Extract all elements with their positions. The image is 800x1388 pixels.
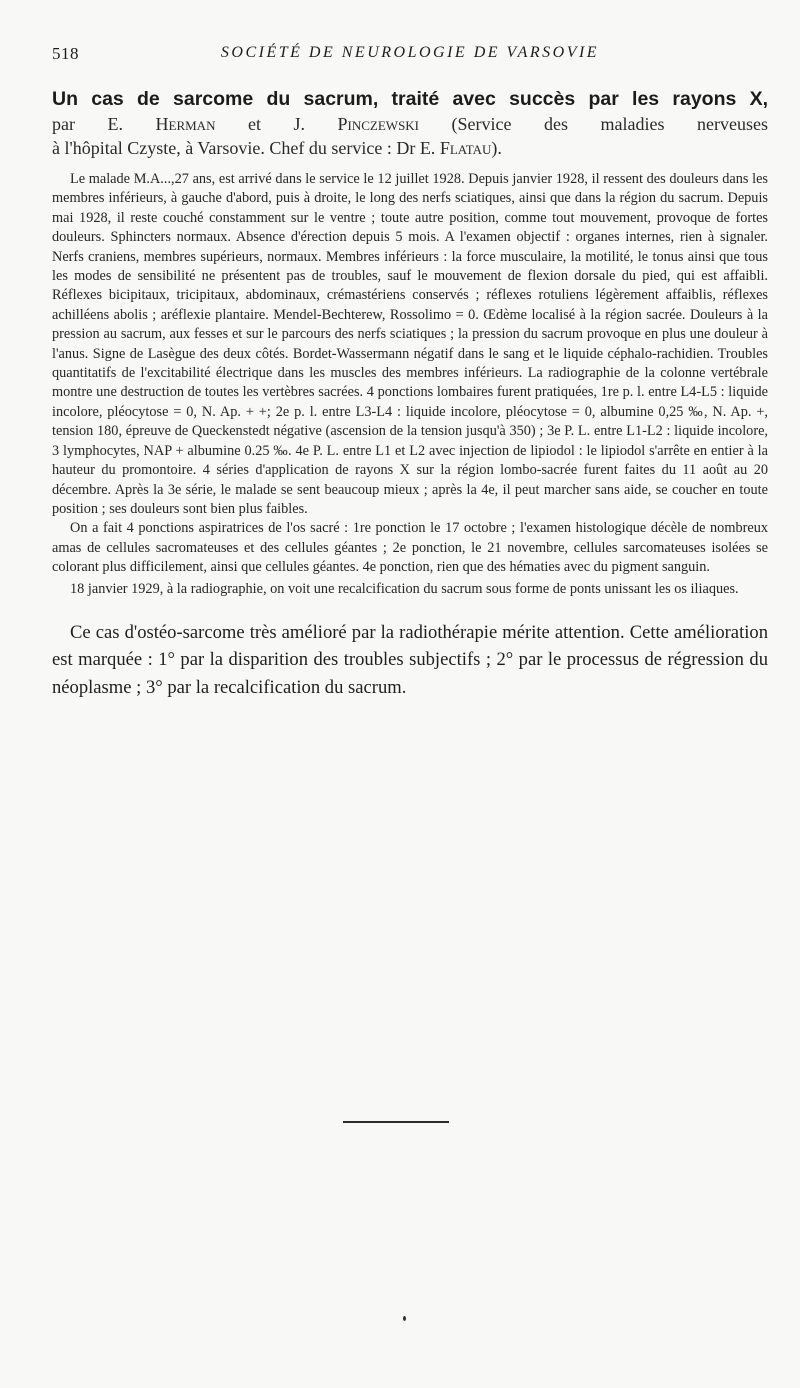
byline-close: ). [491, 138, 502, 158]
article [52, 86, 768, 720]
chief-flatau: Flatau [439, 138, 492, 158]
case-report-body [52, 170, 768, 599]
author-herman: Herman [155, 114, 216, 134]
paragraph-punctions: On a fait 4 ponctions aspiratrices de l'os sacré : 1re ponction le 17 octobre ; l'examen histologique décèle de nombreux amas de cellules sacromateuses et des cellules géantes ; 2e ponction, le 21 novembre, cellules sarcomateuses isolées se colorant plus difficilement, ainsi que cellules géantes. 4e ponction, rien que des hématies avec du pigment sanguin. [52, 520, 768, 576]
article-title: Un cas de sarcome du sacrum, traité avec succès par les rayons X, [52, 88, 768, 110]
byline-and: et J. [215, 114, 338, 134]
byline-service: (Service des maladies nerveuses [419, 114, 768, 134]
byline-prefix: par E. [52, 114, 156, 134]
page-number: 518 [52, 44, 79, 63]
print-speck [403, 1316, 406, 1321]
byline-line-1 [52, 112, 768, 136]
paragraph-conclusion: Ce cas d'ostéo-sarcome très amélioré par la radiothérapie mérite attention. Cette amélioration est marquée : 1° par la disparition des troubles subjectifs ; 2° par le processus de régression du néoplasme ; 3° par la recalcification du sacrum. [52, 621, 768, 698]
paragraph-clinical-history: Le malade M.A...,27 ans, est arrivé dans le service le 12 juillet 1928. Depuis janvier 1928, il ressent des douleurs dans les membres inférieurs, à gauche d'abord, puis à droite, le long des nerfs sciatiques, ainsi que dans la région du sacrum. Depuis mai 1928, il reste couché constamment sur le ventre ; toute autre position, comme tout mouvement, provoque de fortes douleurs. Sphincters normaux. Absence d'érection depuis 5 mois. A l'examen objectif : organes internes, rien à signaler. Nerfs craniens, membres supérieurs, normaux. Membres inférieurs : la force musculaire, la motilité, le tonus ainsi que tous les modes de sensibilité ne présentent pas de troubles, sauf le mouvement de flexion dorsale du pied, qui est affaibli. Réflexes bicipitaux, tricipitaux, abdominaux, crémastériens conservés ; réflexes rotuliens légèrement affaiblis, réflexes achilléens abolis ; aréflexie plantaire. Mendel-Bechterew, Rossolimo = 0. Œdème localisé à la région sacrée. Douleurs à la pression au sacrum, aux fesses et sur le parcours des nerfs sciatiques ; la pression du sacrum provoque en plus une douleur à l'anus. Signe de Lasègue des deux côtés. Bordet-Wassermann négatif dans le sang et le liquide céphalo-rachidien. Troubles quantitatifs de l'excitabilité électrique dans les muscles des membres inférieurs. La radiographie de la colonne vertébrale montre une destruction de toutes les vertèbres sacrées. 4 ponctions lombaires furent pratiquées, 1re p. l. entre L4-L5 : liquide incolore, pléocytose = 0, N. Ap. + +; 2e p. l. entre L3-L4 : liquide incolore, pléocytose = 0, albumine 0,25 ‰, N. Ap. +, tension 180, épreuve de Queckenstedt négative (ascension de la tension jusqu'à 350) ; 3e P. L. entre L1-L2 : liquide incolore, 3 lymphocytes, NAP + albumine 0.25 ‰. 4e P. L. entre L1 et L2 avec injection de lipiodol : le lipiodol s'arrête en entier à la hauteur du promontoire. 4 séries d'application de rayons X sur la région lombo-sacrée furent faites du 11 août au 20 décembre. Après la 3e série, le malade se sent beaucoup mieux ; après la 4e, il peut marcher sans aide, se coucher en toute position ; ses douleurs sont bien plus faibles. [52, 171, 768, 517]
running-head [52, 44, 768, 68]
paragraph-radiography: 18 janvier 1929, à la radiographie, on voit une recalcification du sacrum sous forme de ponts unissant les os iliaques. [70, 580, 739, 597]
byline-hospital: à l'hôpital Czyste, à Varsovie. Chef du service : Dr E. [52, 138, 440, 158]
author-pinczewski: Pinczewski [337, 114, 420, 134]
byline-line-2 [52, 138, 502, 158]
end-rule [343, 1121, 449, 1123]
journal-title: SOCIÉTÉ DE NEUROLOGIE DE VARSOVIE [220, 44, 600, 61]
byline [52, 112, 768, 160]
